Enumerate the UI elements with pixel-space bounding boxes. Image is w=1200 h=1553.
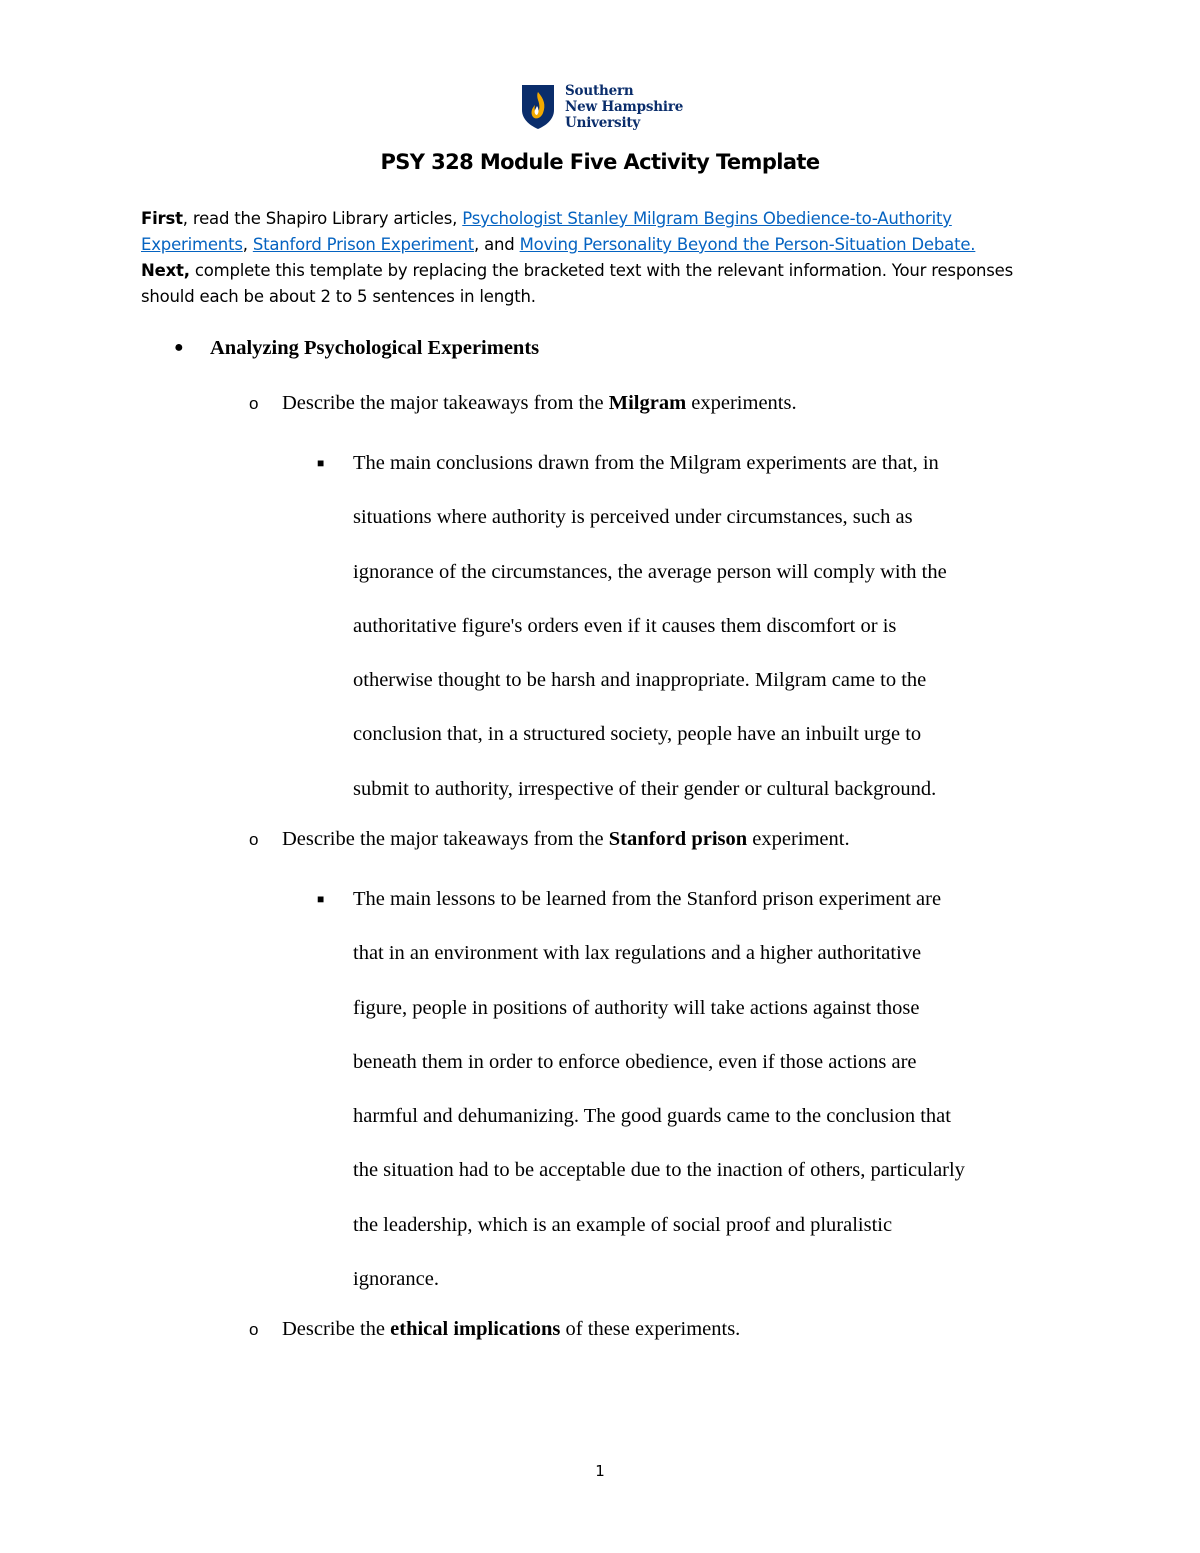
logo-line-2: New Hampshire — [565, 99, 684, 115]
bullet-square-icon: ■ — [317, 892, 325, 906]
section-heading — [174, 337, 539, 360]
bullet-disc-icon: ● — [174, 339, 184, 356]
question-stanford-pre: Describe the major takeaways from the — [282, 828, 609, 850]
answer-stanford-text — [353, 872, 1073, 1306]
intro-paragraph — [141, 206, 1061, 310]
intro-separator-2: , and — [474, 235, 520, 254]
answer-line: conclusion that, in a structured society, people have an inbuilt urge to — [353, 723, 922, 746]
logo-wordmark — [565, 83, 683, 131]
bullet-square-icon: ■ — [317, 456, 325, 470]
answer-line: beneath them in order to enforce obedience, even if those actions are — [353, 1050, 917, 1073]
answer-line: submit to authority, irrespective of their gender or cultural background. — [353, 777, 937, 800]
intro-first-label: First — [141, 209, 183, 228]
logo-line-1: Southern — [565, 83, 634, 99]
question-ethics-bold: ethical implications — [390, 1318, 561, 1340]
answer-line: that in an environment with lax regulations and a higher authoritative — [353, 942, 922, 965]
answer-line: the leadership, which is an example of social proof and pluralistic — [353, 1213, 893, 1236]
answer-line: The main lessons to be learned from the Stanford prison experiment are — [353, 888, 942, 910]
question-stanford-bold: Stanford prison — [608, 828, 748, 850]
bullet-circle-icon: o — [249, 830, 259, 849]
link-milgram-article[interactable]: Psychologist Stanley Milgram Begins Obedience-to-Authority Experiments — [141, 209, 952, 254]
answer-milgram-text — [353, 436, 1073, 816]
question-milgram — [249, 392, 797, 415]
question-stanford — [249, 828, 850, 851]
bullet-circle-icon: o — [249, 394, 259, 413]
logo-line-3: University — [565, 115, 641, 131]
answer-line: situations where authority is perceived under circumstances, such as — [353, 506, 913, 529]
answer-line: figure, people in positions of authority will take actions against those — [353, 996, 920, 1019]
page-number: 1 — [595, 1462, 605, 1480]
bullet-circle-icon: o — [249, 1320, 259, 1339]
answer-line: authoritative figure's orders even if it causes them discomfort or is — [353, 614, 897, 637]
link-personality-article[interactable]: Moving Personality Beyond the Person-Situation Debate. — [519, 235, 976, 254]
intro-first-text: , read the Shapiro Library articles, — [182, 209, 463, 228]
answer-line: otherwise thought to be harsh and inappropriate. Milgram came to the — [353, 669, 927, 692]
answer-line: The main conclusions drawn from the Milgram experiments are that, in — [353, 452, 939, 474]
intro-separator-1: , — [242, 235, 253, 254]
answer-line: the situation had to be acceptable due to the inaction of others, particularly — [353, 1159, 965, 1182]
section-heading-text: Analyzing Psychological Experiments — [210, 337, 540, 359]
intro-next-label: Next, — [141, 261, 190, 280]
question-ethics — [249, 1318, 740, 1341]
university-logo — [521, 82, 691, 134]
question-ethics-pre: Describe the — [282, 1318, 391, 1340]
question-stanford-post: experiment. — [747, 828, 850, 850]
page-title: PSY 328 Module Five Activity Template — [380, 150, 820, 174]
shield-flame-icon — [521, 84, 555, 130]
question-ethics-post: of these experiments. — [560, 1318, 741, 1340]
answer-line: ignorance of the circumstances, the average person will comply with the — [353, 560, 947, 583]
answer-line: harmful and dehumanizing. The good guards came to the conclusion that — [353, 1105, 951, 1128]
question-milgram-pre: Describe the major takeaways from the — [282, 392, 609, 414]
answer-line: ignorance. — [353, 1268, 439, 1291]
link-stanford-article[interactable]: Stanford Prison Experiment — [252, 235, 475, 254]
question-milgram-bold: Milgram — [608, 392, 687, 414]
intro-next-text: complete this template by replacing the bracketed text with the relevant information. Your responses should each be about 2 to 5 sentences in length. — [141, 261, 1013, 306]
question-milgram-post: experiments. — [686, 392, 797, 414]
